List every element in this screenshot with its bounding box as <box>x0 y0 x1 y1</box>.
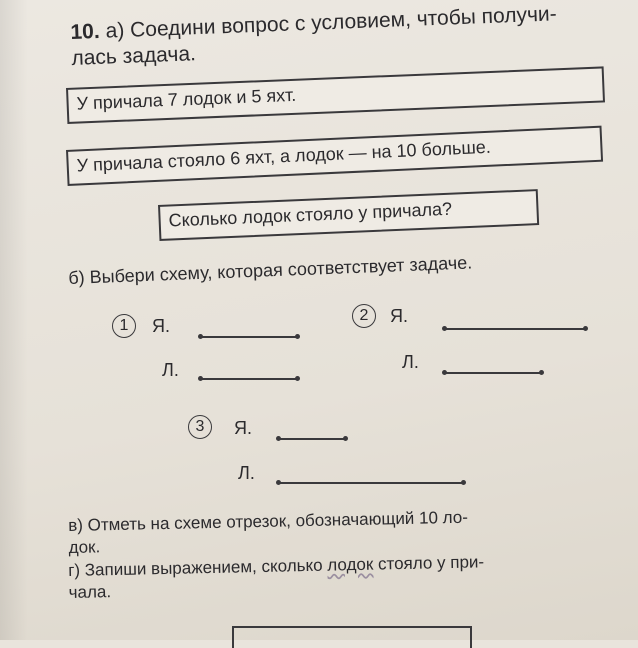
condition-box-1[interactable]: У причала 7 лодок и 5 яхт. <box>66 66 605 124</box>
scheme-3-label-boats: Л. <box>238 463 255 483</box>
task-heading <box>70 0 602 72</box>
answer-box[interactable] <box>232 626 472 648</box>
scheme-1-boats-segment[interactable] <box>200 378 298 380</box>
question-box[interactable]: Сколько лодок стояло у причала? <box>158 189 539 241</box>
scheme-2-boats-segment[interactable] <box>444 372 542 374</box>
scheme-2-yachts-segment[interactable] <box>444 328 586 330</box>
part-v-line1: в) Отметь на схеме отрезок, обозначающий 10 ло- <box>68 507 469 535</box>
scheme-2-label-yachts: Я. <box>390 306 408 326</box>
part-g-underlined-word: лодок <box>327 554 374 575</box>
part-g-pre: г) Запиши выражением, сколько <box>68 555 328 580</box>
part-b-title: б) Выбери схему, которая соответствует задаче. <box>68 252 473 288</box>
part-g-post: стояло у при- <box>373 552 485 574</box>
part-a-text-line2: лась задача. <box>71 42 197 70</box>
scheme-3-yachts-segment[interactable] <box>278 438 346 440</box>
scheme-3-boats-segment[interactable] <box>278 482 464 484</box>
page-edge-shadow <box>0 0 28 640</box>
part-v-line2: док. <box>68 537 101 557</box>
scheme-3-label-yachts: Я. <box>234 418 252 438</box>
scheme-1-yachts-segment[interactable] <box>200 336 298 338</box>
condition-box-2[interactable]: У причала стояло 6 яхт, а лодок — на 10 больше. <box>66 126 603 186</box>
part-g-line2: чала. <box>68 582 112 602</box>
scheme-1-label-boats: Л. <box>162 360 179 380</box>
task-number: 10. <box>70 19 101 44</box>
part-a-text-line1: а) Соедини вопрос с условием, чтобы получи- <box>105 2 558 43</box>
scheme-2-number[interactable]: 2 <box>352 304 376 328</box>
scheme-1-number[interactable]: 1 <box>112 314 136 338</box>
scheme-3-number[interactable]: 3 <box>188 415 212 439</box>
scheme-2-label-boats: Л. <box>402 352 419 372</box>
scheme-1-label-yachts: Я. <box>152 316 170 336</box>
